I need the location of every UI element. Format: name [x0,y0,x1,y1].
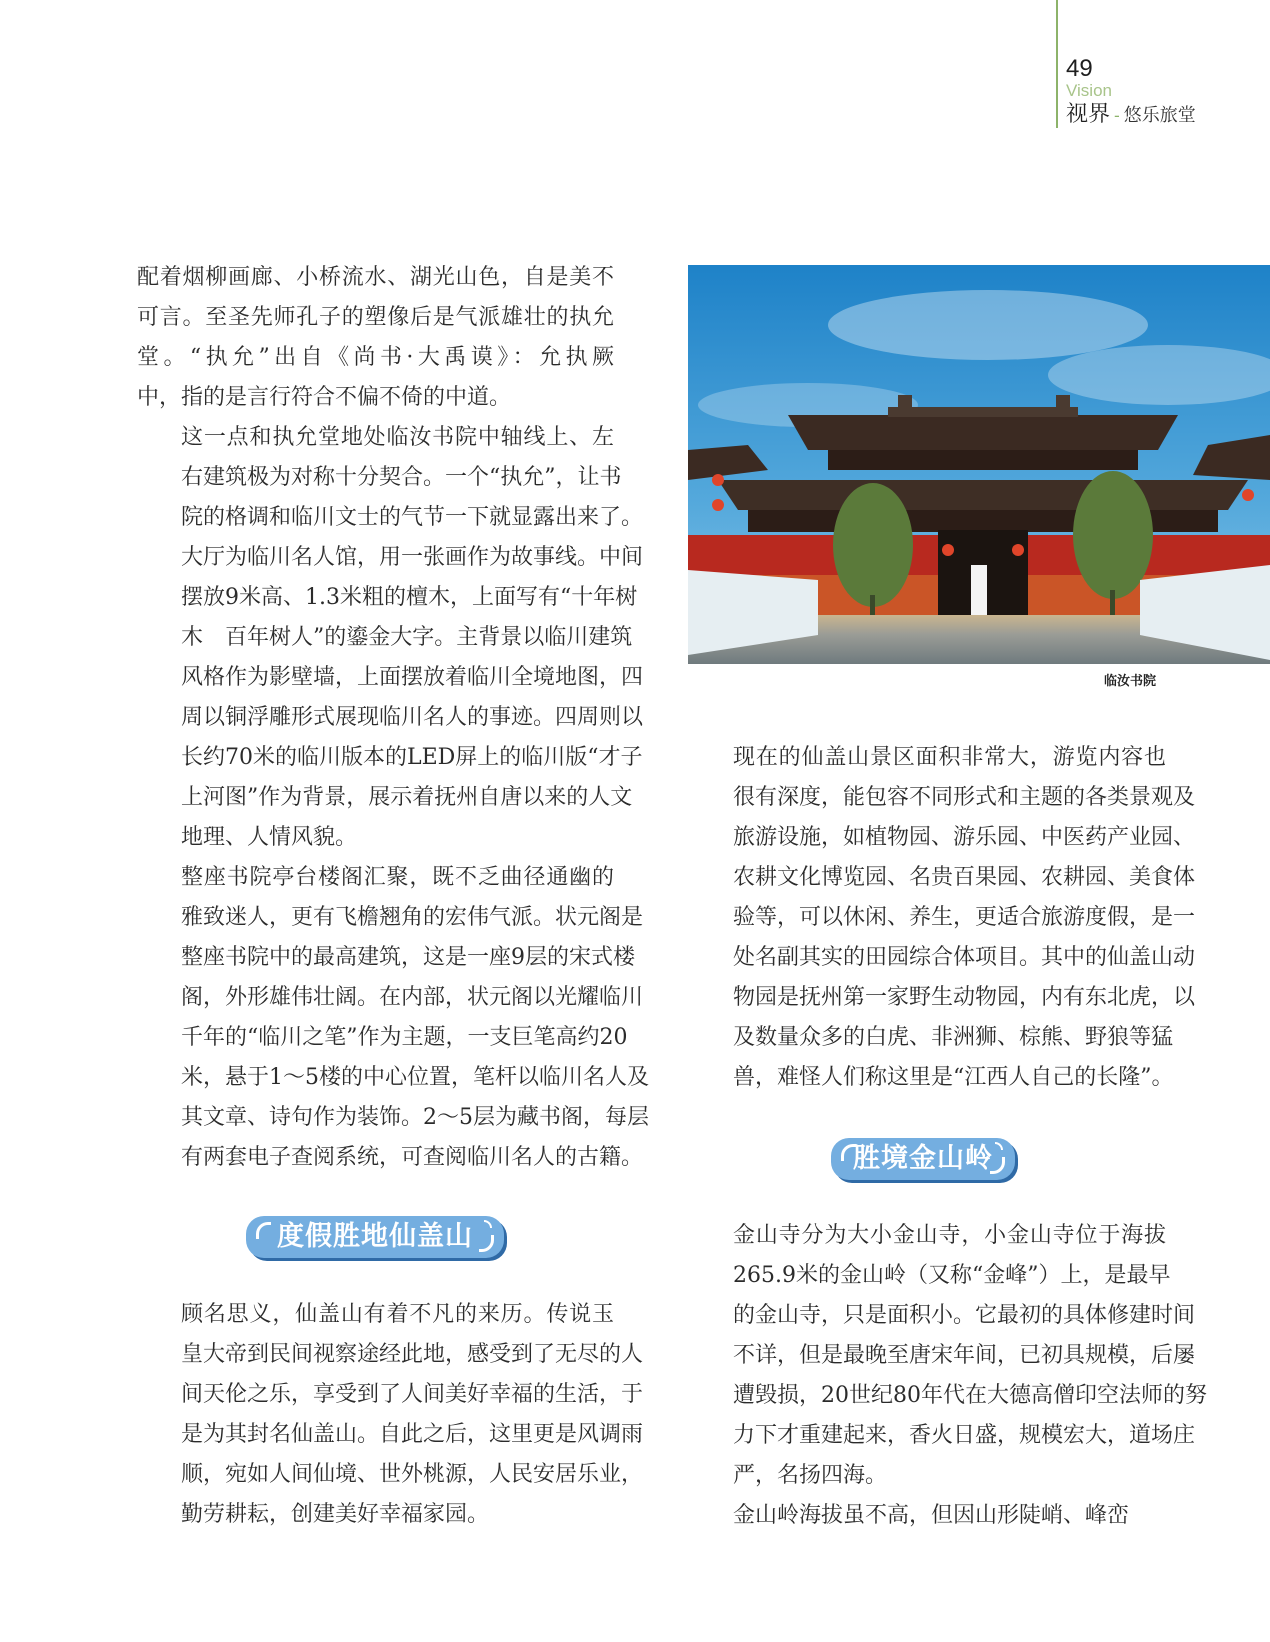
text-line: 周以铜浮雕形式展现临川名人的事迹。四周则以 [181,705,644,730]
text-line: 皇大帝到民间视察途经此地，感受到了无尽的人 [181,1342,644,1367]
section-heading-jinshanling [831,1138,1015,1180]
text-line: 千年的“临川之笔”作为主题，一支巨笔高约20 [181,1025,628,1050]
text-line: 院的格调和临川文士的气节一下就显露出来了。 [181,505,644,530]
paragraph [137,1295,644,1535]
paragraph [689,738,1196,1098]
text-line: 间天伦之乐，享受到了人间美好幸福的生活，于 [181,1382,644,1407]
text-line: 这一点和执允堂地处临汝书院中轴线上、左 [181,425,614,450]
header-divider-line [1056,0,1058,128]
text-line: 的金山寺，只是面积小。它最初的具体修建时间 [733,1303,1196,1328]
text-line: 及数量众多的白虎、非洲狮、棕熊、野狼等猛 [733,1025,1174,1050]
text-line: 力下才重建起来，香火日盛，规模宏大，道场庄 [733,1423,1196,1448]
page-number: 49 [1066,55,1093,82]
text-line: 严，名扬四海。 [733,1463,888,1488]
sparkle-icon [995,1142,1003,1150]
vision-label: Vision [1066,81,1112,100]
text-line: 摆放9米高、1.3米粗的檀木，上面写有“十年树 [181,585,638,610]
bracket-close-icon [479,1235,494,1252]
paragraph [137,258,614,418]
text-line: 中，指的是言行符合不偏不倚的中道。 [137,385,512,410]
text-line: 地理、人情风貌。 [181,825,358,850]
text-line: 是为其封名仙盖山。自此之后，这里更是风调雨 [181,1422,644,1447]
text-line: 兽，难怪人们称这里是“江西人自己的长隆”。 [733,1065,1174,1090]
text-line: 有两套电子查阅系统，可查阅临川名人的古籍。 [181,1145,644,1170]
section-separator: - [1114,106,1120,125]
text-line: 勤劳耕耘，创建美好幸福家园。 [181,1502,490,1527]
text-line: 旅游设施，如植物园、游乐园、中医药产业园、 [733,825,1196,850]
paragraph [137,418,644,858]
text-line: 右建筑极为对称十分契合。一个“执允”，让书 [181,465,622,490]
bracket-open-icon [256,1222,271,1239]
section-name: 视界 [1066,102,1111,127]
text-line: 雅致迷人，更有飞檐翘角的宏伟气派。状元阁是 [181,905,644,930]
subsection-name: 悠乐旅堂 [1123,105,1196,126]
paragraph [689,1496,1166,1536]
text-line: 整座书院中的最高建筑，这是一座9层的宋式楼 [181,945,635,970]
text-line: 阁，外形雄伟壮阔。在内部，状元阁以光耀临川 [181,985,644,1010]
text-line: 风格作为影壁墙，上面摆放着临川全境地图，四 [181,665,644,690]
text-line: 金山寺分为大小金山寺，小金山寺位于海拔 [733,1223,1166,1248]
text-line: 顺，宛如人间仙境、世外桃源，人民安居乐业， [181,1462,644,1487]
text-line: 堂。“执允”出自《尚书·大禹谟》：允执厥 [137,345,614,370]
text-line: 米，悬于1～5楼的中心位置，笔杆以临川名人及 [181,1065,649,1090]
text-line: 现在的仙盖山景区面积非常大，游览内容也 [733,745,1166,770]
left-column-text [137,258,649,1178]
section-heading-xiangaishan [246,1216,504,1258]
text-line: 农耕文化博览园、名贵百果园、农耕园、美食体 [733,865,1196,890]
right-column-text-after-heading [689,1216,1207,1536]
heading-text: 度假胜地仙盖山 [277,1221,473,1252]
text-line: 配着烟柳画廊、小桥流水、湖光山色，自是美不 [137,265,614,290]
text-line: 处名副其实的田园综合体项目。其中的仙盖山动 [733,945,1196,970]
sparkle-icon [484,1220,492,1228]
text-line: 遭毁损，20世纪80年代在大德高僧印空法师的努 [733,1383,1207,1408]
text-line: 上河图”作为背景，展示着抚州自唐以来的人文 [181,785,633,810]
bracket-close-icon [990,1157,1005,1174]
paragraph [689,1216,1207,1496]
text-line: 验等，可以休闲、养生，更适合旅游度假，是一 [733,905,1196,930]
photo-caption: 临汝书院 [1104,674,1157,689]
section-title [1066,100,1196,131]
text-line: 整座书院亭台楼阁汇聚，既不乏曲径通幽的 [181,865,614,890]
paragraph [137,858,649,1178]
text-line: 其文章、诗句作为装饰。2～5层为藏书阁，每层 [181,1105,649,1130]
text-line: 265.9米的金山岭（又称“金峰”）上，是最早 [733,1263,1171,1288]
text-line: 长约70米的临川版本的LED屏上的临川版“才子 [181,745,643,770]
text-line: 木 百年树人”的鎏金大字。主背景以临川建筑 [181,625,633,650]
text-line: 顾名思义，仙盖山有着不凡的来历。传说玉 [181,1302,614,1327]
left-column-text-after-heading [137,1295,644,1535]
bracket-open-icon [841,1144,856,1161]
text-line: 物园是抚州第一家野生动物园，内有东北虎，以 [733,985,1196,1010]
text-line: 大厅为临川名人馆，用一张画作为故事线。中间 [181,545,644,570]
right-column-text [689,738,1196,1098]
text-line: 很有深度，能包容不同形式和主题的各类景观及 [733,785,1196,810]
text-line: 不详，但是最晚至唐宋年间，已初具规模，后屡 [733,1343,1196,1368]
heading-text: 胜境金山岭 [853,1143,993,1174]
photo-linru-academy [688,265,1270,664]
page-header [1066,56,1196,131]
text-line: 金山岭海拔虽不高，但因山形陡峭、峰峦 [733,1503,1130,1528]
text-line: 可言。至圣先师孔子的塑像后是气派雄壮的执允 [137,305,614,330]
